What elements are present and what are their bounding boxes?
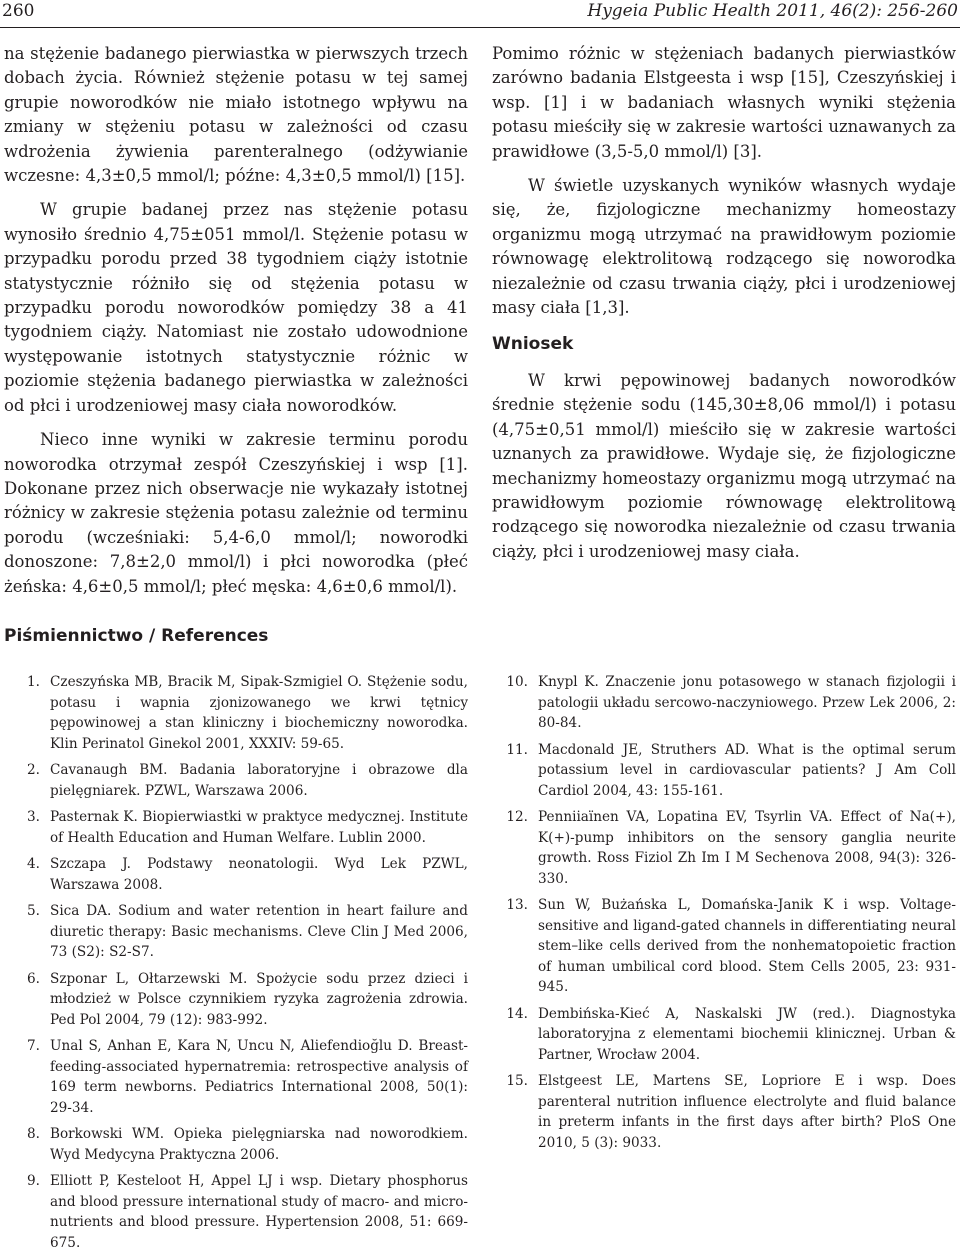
reference-text: Macdonald JE, Struthers AD. What is the optimal serum potassium level in cardiovascular patients? J Am Coll Cardiol 2004, 43: 155-161. bbox=[538, 741, 956, 799]
reference-text: Unal S, Anhan E, Kara N, Uncu N, Aliefendioğlu D. Breast-feeding-associated hypernatremia: retrospective analysis of 169 term newborns. Pediatrics International 2008, 50(1): 29-34. bbox=[50, 1038, 468, 1116]
reference-number: 3. bbox=[27, 809, 40, 825]
reference-item bbox=[492, 740, 956, 802]
reference-text: Sica DA. Sodium and water retention in heart failure and diuretic therapy: Basic mechanisms. Cleve Clin J Med 2006, 73 (S2): S2-S7. bbox=[50, 903, 468, 960]
reference-number: 15. bbox=[506, 1073, 528, 1089]
conclusion-heading: Wniosek bbox=[492, 334, 574, 355]
reference-text: Cavanaugh BM. Badania laboratoryjne i obrazowe dla pielęgniarek. PZWL, Warszawa 2006. bbox=[50, 762, 468, 799]
reference-item bbox=[4, 807, 468, 848]
reference-number: 12. bbox=[506, 809, 528, 825]
reference-text: Dembińska-Kieć A, Naskalski JW (red.). Diagnostyka laboratoryjna z elementami biochemii klinicznej. Urban & Partner, Wrocław 2004. bbox=[538, 1005, 956, 1063]
paragraph: W grupie badanej przez nas stężenie potasu wynosiło średnio 4,75±051 mmol/l. Stężenie potasu w przypadku porodu przed 38 tygodniem ciąży istotnie statystycznie różniło się od stężenia potasu w przypadku porodu noworodków pomiędzy 38 a 41 tygodniem ciąży. Natomiast nie zostało udowodnione występowanie istotnych statystycznie różnic w poziomie stężenia badanego pierwiastka w zależności od płci i urodzeniowej masy ciała noworodków. bbox=[4, 200, 468, 415]
reference-text: Sun W, Bużańska L, Domańska-Janik K i wsp. Voltage-sensitive and ligand-gated channels in differentiating neural stem–like cells derived from the nonhematopoietic fraction of human umbilical cord blood. Stem Cells 2005, 23: 931-945. bbox=[538, 897, 956, 995]
reference-text: Borkowski WM. Opieka pielęgniarska nad noworodkiem. Wyd Medycyna Praktyczna 2006. bbox=[50, 1126, 468, 1163]
reference-number: 8. bbox=[27, 1126, 40, 1142]
reference-text: Elstgeest LE, Martens SE, Lopriore E i wsp. Does parenteral nutrition influence electrolyte and fluid balance in preterm infants in the first days after birth? PloS One 2010, 5 (3): 9033. bbox=[538, 1073, 956, 1151]
reference-number: 2. bbox=[27, 762, 40, 778]
paragraph: W świetle uzyskanych wyników własnych wydaje się, że, fizjologiczne mechanizmy homeostazy organizmu mogą utrzymać na prawidłowym poziomie równowagę elektrolitową rodzącego się noworodka niezależnie od czasu trwania ciąży, płci i urodzeniowej masy ciała [1,3]. bbox=[492, 176, 956, 318]
reference-text: Szczapa J. Podstawy neonatologii. Wyd Lek PZWL, Warszawa 2008. bbox=[50, 856, 468, 893]
reference-item bbox=[492, 895, 956, 998]
reference-text: Szponar L, Ołtarzewski M. Spożycie sodu przez dzieci i młodzież w Polsce czynnikiem ryzyka zagrożenia zdrowia. Ped Pol 2004, 79 (12): 983-992. bbox=[50, 970, 468, 1028]
references-list-right bbox=[492, 672, 956, 1159]
reference-text: Knypl K. Znaczenie jonu potasowego w stanach fizjologii i patologii układu sercowo-naczyniowego. Przew Lek 2006, 2: 80-84. bbox=[538, 674, 956, 731]
reference-item bbox=[492, 1004, 956, 1066]
reference-item bbox=[4, 901, 468, 963]
reference-number: 14. bbox=[506, 1005, 528, 1022]
reference-number: 6. bbox=[27, 970, 40, 987]
paragraph: Nieco inne wyniki w zakresie terminu porodu noworodka otrzymał zespół Czeszyńskiej i wsp [1]. Dokonane przez nich obserwacje nie wykazały istotnej różnicy w zakresie stężenia potasu zależnie od terminu porodu (wcześniaki: 5,4-6,0 mmol/l; noworodki donoszone: 7,8±2,0 mmol/l) i płci noworodka (płeć żeńska: 4,6±0,5 mmol/l; płeć męska: 4,6±0,6 mmol/l). bbox=[4, 430, 468, 596]
reference-text: Pasternak K. Biopierwiastki w praktyce medycznej. Institute of Health Education and Human Welfare. Lublin 2000. bbox=[50, 809, 468, 846]
page-header bbox=[0, 0, 960, 28]
right-text-column bbox=[492, 42, 956, 574]
conclusion-paragraph: W krwi pępowinowej badanych noworodków średnie stężenie sodu (145,30±8,06 mmol/l) i potasu (4,75±0,51 mmol/l) mieściło się w zakresie wartości uznanych za prawidłowe. Wydaje się, że fizjologiczne mechanizmy homeostazy organizmu mogą utrzymać na prawidłowym poziomie równowagę elektrolitową rodzącego się noworodka niezależnie od czasu trwania ciąży, płci i urodzeniowej masy ciała. bbox=[492, 370, 956, 561]
reference-number: 1. bbox=[27, 674, 40, 690]
reference-item bbox=[4, 760, 468, 801]
reference-number: 9. bbox=[27, 1173, 40, 1189]
reference-item bbox=[492, 807, 956, 889]
reference-number: 13. bbox=[506, 897, 528, 913]
journal-citation: Hygeia Public Health 2011, 46(2): 256-260 bbox=[587, 1, 958, 21]
reference-number: 7. bbox=[27, 1038, 40, 1054]
reference-number: 11. bbox=[506, 741, 528, 758]
reference-number: 5. bbox=[27, 903, 40, 919]
references-list-left bbox=[4, 672, 468, 1259]
paragraph: na stężenie badanego pierwiastka w pierwszych trzech dobach życia. Również stężenie potasu w tej samej grupie noworodków nie miało istotnego wpływu na zmiany w stężeniu potasu w zależności od czasu wdrożenia żywienia parenteralnego (odżywianie wczesne: 4,3±0,5 mmol/l; późne: 4,3±0,5 mmol/l) [15]. bbox=[4, 44, 468, 186]
reference-number: 4. bbox=[27, 856, 40, 872]
reference-number: 10. bbox=[506, 674, 528, 690]
reference-text: Penniiaïnen VA, Lopatina EV, Tsyrlin VA. Effect of Na(+), K(+)-pump inhibitors on the sensory ganglia neurite growth. Ross Fiziol Zh Im I M Sechenova 2008, 94(3): 326-330. bbox=[538, 809, 956, 887]
reference-item bbox=[4, 1036, 468, 1118]
reference-text: Czeszyńska MB, Bracik M, Sipak-Szmigiel O. Stężenie sodu, potasu i wapnia zjonizowanego we krwi tętnicy pępowinowej a stan kliniczny i biochemiczny noworodka. Klin Perinatol Ginekol 2001, XXXIV: 59-65. bbox=[50, 674, 468, 752]
reference-item bbox=[4, 672, 468, 754]
reference-item bbox=[4, 1171, 468, 1253]
reference-item bbox=[4, 854, 468, 895]
reference-item bbox=[492, 672, 956, 734]
paragraph: Pomimo różnic w stężeniach badanych pierwiastków zarówno badania Elstgeesta i wsp [15], Czeszyńskiej i wsp. [1] i w badaniach własnych wyniki stężenia potasu mieściły się w zakresie wartości uznawanych za prawidłowe (3,5-5,0 mmol/l) [3]. bbox=[492, 44, 956, 161]
reference-item bbox=[4, 969, 468, 1031]
reference-item bbox=[4, 1124, 468, 1165]
references-heading: Piśmiennictwo / References bbox=[4, 626, 269, 646]
page-number: 260 bbox=[2, 1, 35, 21]
reference-item bbox=[492, 1071, 956, 1153]
reference-text: Elliott P, Kesteloot H, Appel LJ i wsp. Dietary phosphorus and blood pressure international study of macro- and micro-nutrients and blood pressure. Hypertension 2008, 51: 669-675. bbox=[50, 1173, 468, 1251]
left-text-column bbox=[4, 42, 468, 609]
